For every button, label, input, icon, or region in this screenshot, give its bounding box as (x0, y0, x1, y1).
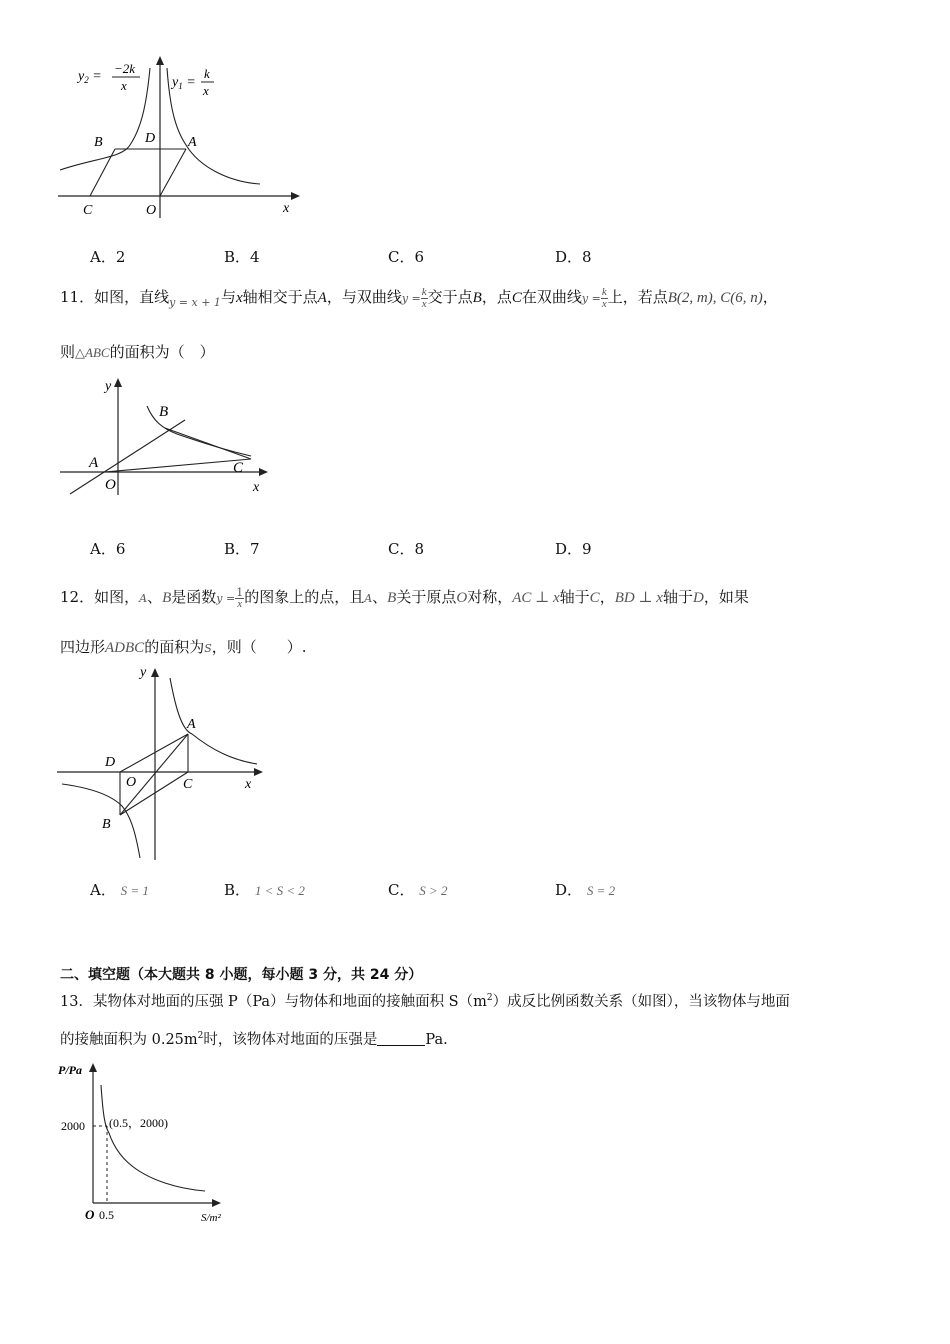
svg-text:B: B (159, 404, 169, 420)
q11-stem-line2: 则△ABC的面积为（ ） (60, 343, 215, 361)
svg-text:x: x (203, 83, 209, 98)
svg-text:(0.5，2000): (0.5，2000) (109, 1116, 168, 1130)
q10-option-b[interactable]: B．4 (224, 248, 260, 266)
hyperbola-right (170, 678, 257, 764)
q10-option-a[interactable]: A．2 (90, 248, 126, 266)
q11-option-b[interactable]: B．7 (224, 540, 260, 558)
y1-label: $y_1$ = (172, 75, 196, 91)
svg-text:P/Pa: P/Pa (58, 1063, 82, 1077)
hyperbola-left (62, 784, 140, 858)
svg-text:S/m²: S/m² (201, 1212, 221, 1224)
q12-option-b[interactable]: B． 1 < S < 2 (224, 881, 305, 899)
q10-figure (50, 50, 310, 225)
svg-text:A: A (89, 455, 99, 471)
svg-text:D: D (105, 755, 116, 770)
y2-label: $y_2$ = (78, 69, 102, 85)
svg-text:D: D (145, 131, 156, 146)
svg-text:C: C (183, 777, 193, 792)
svg-text:C: C (233, 460, 244, 476)
q12-figure (52, 660, 272, 865)
q12-option-a[interactable]: A． S = 1 (90, 881, 149, 899)
q12-stem-line2: 四边形ADBC的面积为S，则（ ）. (60, 638, 307, 656)
svg-text:O: O (105, 477, 116, 493)
svg-text:O: O (126, 775, 137, 790)
svg-text:x: x (121, 78, 127, 93)
line-ab (70, 420, 185, 494)
section-2-heading: 二、填空题（本大题共 8 小题，每小题 3 分，共 24 分） (60, 967, 423, 983)
q13-figure (55, 1055, 245, 1230)
q11-stem-line1: 11．如图，直线$_{y = x + 1}$与x轴相交于点A，与双曲线y = $\frac{k}{x}$ 交于点B，点C在双曲线y = $\frac{k}{x}$ 上，若点B(2, m), C(6, n)， (60, 285, 778, 310)
svg-text:y: y (105, 379, 112, 394)
svg-text:x: x (283, 201, 290, 216)
q13-stem-line2: 的接触面积为 $0.25m^2$时，该物体对地面的压强是 Pa. (60, 1031, 448, 1048)
svg-text:x: x (245, 777, 252, 792)
q11-figure (55, 370, 275, 500)
svg-text:A: A (187, 717, 196, 732)
pressure-curve (101, 1085, 205, 1191)
q11-option-a[interactable]: A．6 (90, 540, 126, 558)
svg-text:−2k: −2k (114, 61, 136, 76)
svg-text:O: O (85, 1207, 95, 1222)
svg-text:k: k (204, 66, 210, 81)
q11-option-d[interactable]: D．9 (555, 540, 592, 558)
svg-text:B: B (102, 817, 111, 832)
svg-text:B: B (94, 135, 103, 150)
svg-text:x: x (253, 480, 260, 495)
svg-text:0.5: 0.5 (99, 1208, 114, 1222)
x-axis-arrow (291, 192, 300, 200)
q11-option-c[interactable]: C．8 (388, 540, 425, 558)
q10-option-c[interactable]: C．6 (388, 248, 425, 266)
q12-option-c[interactable]: C． S > 2 (388, 881, 448, 899)
svg-text:O: O (146, 203, 157, 218)
q10-option-d[interactable]: D．8 (555, 248, 592, 266)
answer-blank[interactable] (377, 1031, 425, 1046)
svg-text:A: A (188, 135, 197, 150)
curve-y2 (60, 68, 150, 170)
svg-text:2000: 2000 (61, 1119, 85, 1133)
svg-text:C: C (83, 203, 93, 218)
y-axis-arrow (156, 56, 164, 65)
svg-text:y: y (140, 665, 147, 680)
q13-stem-line1: 13．某物体对地面的压强 P（Pa）与物体和地面的接触面积 $S(m^2)$成反比例函数关系（如图），当该物体与地面 (60, 993, 790, 1010)
q12-stem-line1: 12．如图，A、B是函数y = $\frac{1}{x}$ 的图象上的点，且A、B关于原点O对称，AC ⊥ x轴于C，BD ⊥ x轴于D，如果 (60, 585, 749, 610)
q12-option-d[interactable]: D． S = 2 (555, 881, 616, 899)
